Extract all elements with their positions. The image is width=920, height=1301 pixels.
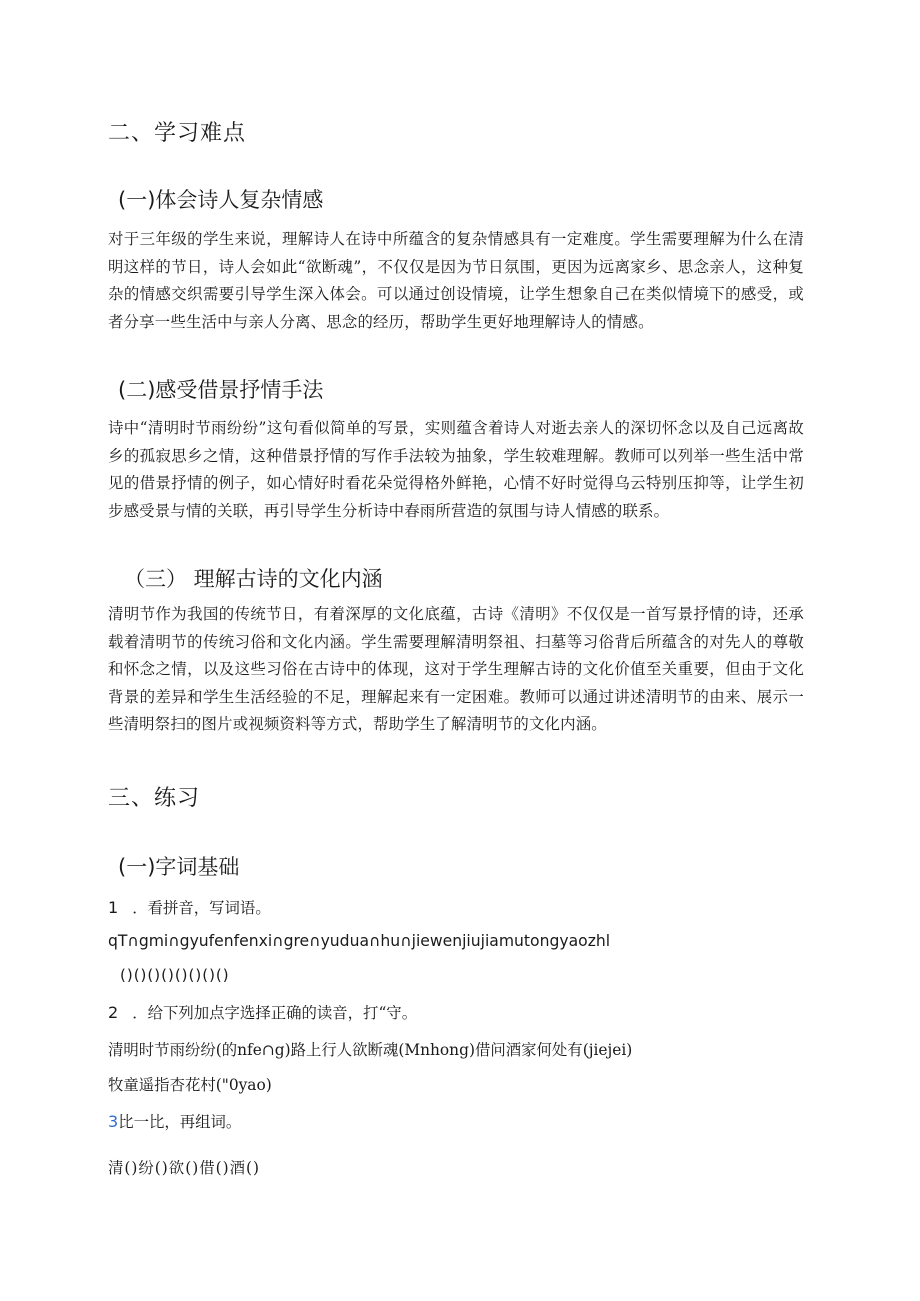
question-1 [108, 896, 271, 918]
question-1-number: 1 [108, 898, 119, 917]
question-2-number: 2 [108, 1003, 119, 1022]
paragraph-poet-emotions: 对于三年级的学生来说，理解诗人在诗中所蕴含的复杂情感具有一定难度。学生需要理解为什么在清明这样的节日，诗人会如此“欲断魂”，不仅仅是因为节日氛围，更因为远离家乡、思念亲人，这种复杂的情感交织需要引导学生深入体会。可以通过创设情境，让学生想象自己在类似情境下的感受，或者分享一些生活中与亲人分离、思念的经历，帮助学生更好地理解诗人的情感。 [108, 230, 804, 331]
poem-reading-line-1: 清明时节雨纷纷(的nfe∩g)路上行人欲断魂(Mnhong)借问酒家何处有(jiejei) [108, 1041, 633, 1059]
compare-words-line: 清()纷()欲()借()酒() [108, 1159, 260, 1177]
question-3-text: 比一比，再组词。 [118, 1113, 242, 1131]
subheading-scene-emotion-technique: (二)感受借景抒情手法 [118, 378, 324, 402]
subheading-poet-emotions: (一)体会诗人复杂情感 [118, 188, 324, 212]
question-2 [108, 1001, 417, 1023]
paragraph-scene-emotion-technique: 诗中“清明时节雨纷纷”这句看似简单的写景，实则蕴含着诗人对逝去亲人的深切怀念以及自己远离故乡的孤寂思乡之情，这种借景抒情的写作手法较为抽象，学生较难理解。教师可以列举一些生活中常见的借景抒情的例子，如心情好时看花朵觉得格外鲜艳，心情不好时觉得乌云特别压抑等，让学生初步感受景与情的关联，再引导学生分析诗中春雨所营造的氛围与诗人情感的联系。 [108, 419, 804, 520]
subheading-word-basics: (一)字词基础 [118, 855, 240, 879]
poem-reading-line-2: 牧童遥指杏花村("0yao) [108, 1076, 272, 1094]
subheading-cultural-connotation: （三） 理解古诗的文化内涵 [124, 567, 383, 591]
question-3-number: 3 [108, 1112, 119, 1131]
pinyin-line: qT∩gmi∩gyufenfenxi∩gre∩yudua∩hu∩jiewenjiujiamutongyaozhl [108, 932, 611, 950]
answer-blanks: ()()()()()()()() [120, 966, 230, 984]
section-heading-difficulties: 二、学习难点 [108, 121, 247, 146]
paragraph-cultural-connotation: 清明节作为我国的传统节日，有着深厚的文化底蕴，古诗《清明》不仅仅是一首写景抒情的诗，还承载着清明节的传统习俗和文化内涵。学生需要理解清明祭祖、扫墓等习俗背后所蕴含的对先人的尊敬和怀念之情，以及这些习俗在古诗中的体现，这对于学生理解古诗的文化价值至关重要，但由于文化背景的差异和学生生活经验的不足，理解起来有一定困难。教师可以通过讲述清明节的由来、展示一些清明祭扫的图片或视频资料等方式，帮助学生了解清明节的文化内涵。 [108, 605, 804, 733]
section-heading-exercises: 三、练习 [108, 786, 201, 811]
question-1-text: ．看拼音，写词语。 [132, 899, 271, 917]
question-3 [108, 1110, 241, 1132]
question-2-text: ．给下列加点字选择正确的读音，打“守。 [132, 1004, 418, 1022]
